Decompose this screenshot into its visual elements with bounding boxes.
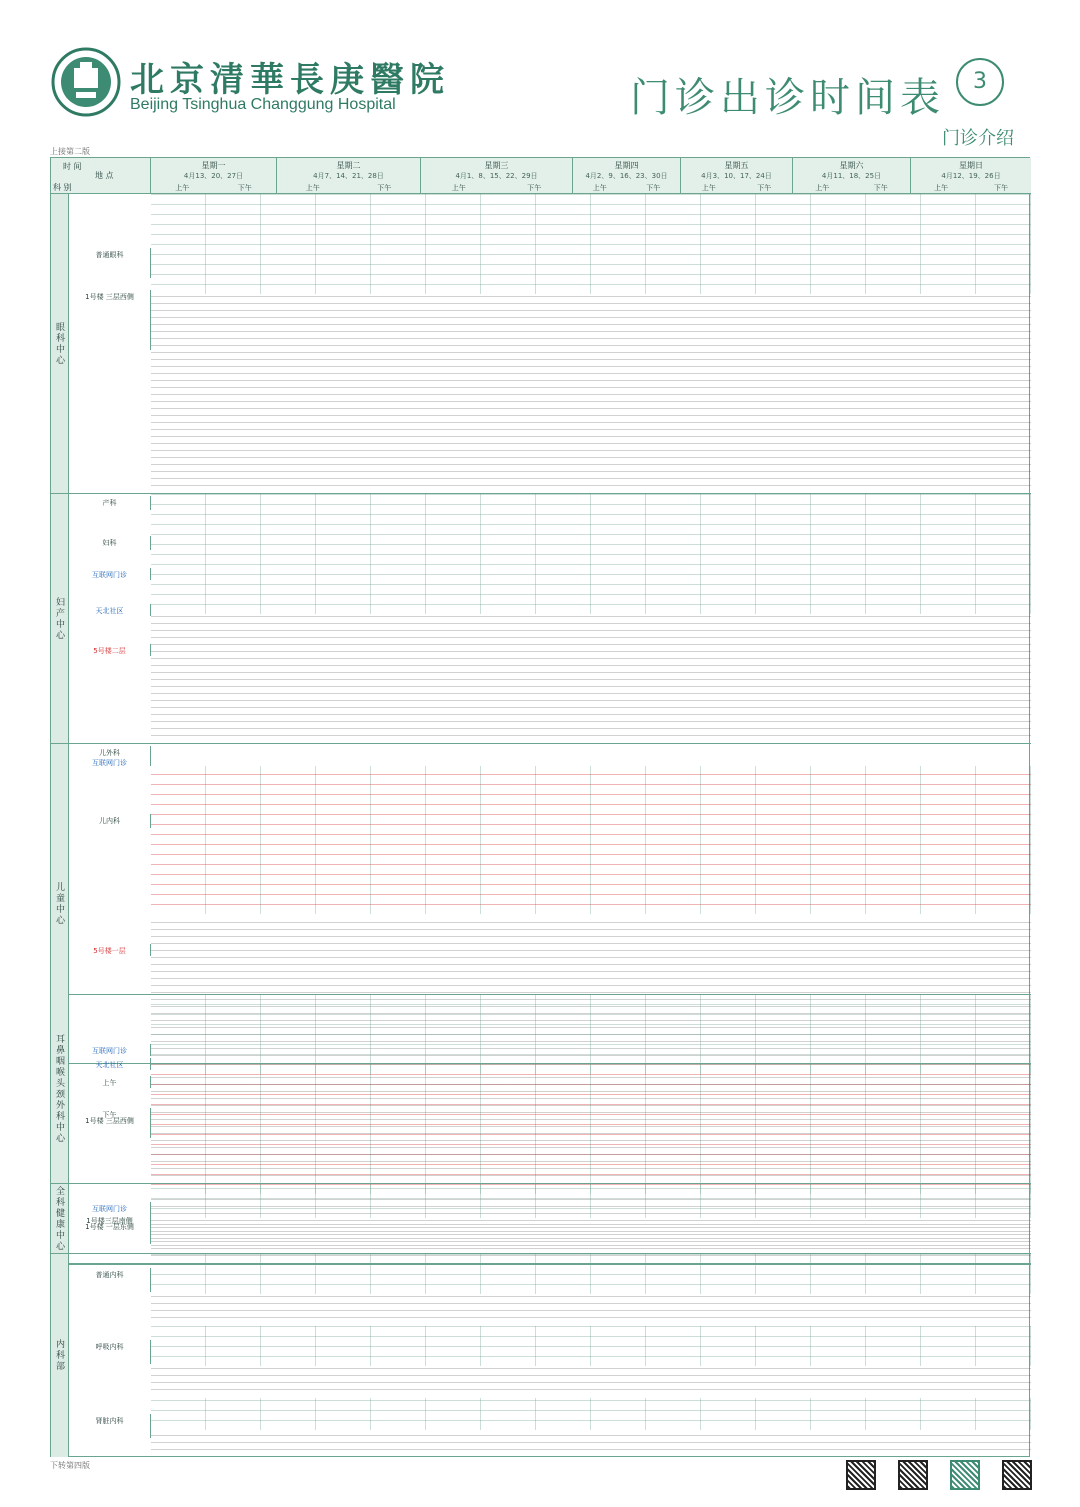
dept-name: 妇产中心 [51, 494, 69, 743]
am-label: 上午 [175, 184, 190, 192]
day-header-monday [151, 158, 277, 194]
pm-label: 下午 [646, 184, 661, 192]
day-header-friday [681, 158, 793, 194]
sub-morning: 上午 [69, 1076, 151, 1088]
sub-location: 1号楼三层南侧 [69, 1214, 151, 1226]
section-subtitle: 门诊介绍 [942, 128, 1014, 149]
sub-internet-clinic: 互联网门诊 [69, 1202, 151, 1214]
pm-label: 下午 [757, 184, 772, 192]
dept-general-health [51, 1184, 1031, 1254]
department-label: 科 别 [53, 183, 72, 192]
doctor-notes [151, 1220, 1031, 1252]
pm-label: 下午 [377, 184, 392, 192]
day-header-tuesday [277, 158, 421, 194]
day-dates: 4月3、10、17、24日 [701, 172, 772, 180]
schedule-grid-respiratory [151, 1326, 1031, 1366]
dept-name: 耳鼻咽喉头颈外科中心 [51, 994, 69, 1183]
day-dates: 4月11、18、25日 [821, 172, 882, 180]
am-label: 上午 [305, 184, 320, 192]
day-header-thursday [573, 158, 681, 194]
am-label: 上午 [451, 184, 466, 192]
doctor-notes-general [151, 1296, 1031, 1324]
sub-respiratory: 呼吸内科 [69, 1340, 151, 1364]
pm-label: 下午 [873, 184, 888, 192]
day-name: 星期四 [614, 161, 639, 170]
pm-label: 下午 [237, 184, 252, 192]
sub-nephrology: 肾脏内科 [69, 1414, 151, 1438]
am-label: 上午 [934, 184, 948, 192]
sub-obstetrics: 产科 [69, 496, 151, 510]
schedule-grid-nephrology [151, 1398, 1031, 1430]
day-header-saturday [793, 158, 911, 194]
sub-afternoon: 下午 [69, 1108, 151, 1120]
day-name: 星期一 [201, 161, 226, 170]
sub-location: 5号楼二层 [69, 644, 151, 656]
schedule-grid [151, 766, 1031, 914]
dept-name: 眼科中心 [51, 194, 69, 493]
qr-code-icon [846, 1460, 876, 1490]
continued-from-note: 上接第二版 [50, 147, 90, 156]
schedule-grid [151, 994, 1031, 1074]
doctor-notes [151, 616, 1031, 742]
dept-name: 儿童中心 [51, 744, 69, 1063]
sub-general-eye: 普通眼科 [69, 248, 151, 278]
header-corner-cell [51, 158, 151, 194]
schedule-grid [151, 1184, 1031, 1218]
day-name: 星期日 [959, 161, 983, 170]
dept-obstetrics-gynecology [51, 494, 1031, 744]
sub-pediatric-internal: 儿内科 [69, 814, 151, 828]
schedule-grid [151, 194, 1031, 294]
am-label: 上午 [701, 184, 716, 192]
time-label: 时 间 [63, 162, 82, 171]
sub-general-internal: 普通内科 [69, 1268, 151, 1292]
doctor-notes-respiratory [151, 1368, 1031, 1396]
am-label: 上午 [592, 184, 607, 192]
sub-location: 1号楼 一层东侧 [69, 1220, 151, 1244]
place-label: 地 点 [95, 171, 114, 180]
schedule-table [50, 157, 1030, 1457]
sub-gynecology: 妇科 [69, 536, 151, 550]
day-name: 星期三 [484, 161, 509, 170]
qr-code-icon [1002, 1460, 1032, 1490]
day-dates: 4月12、19、26日 [941, 172, 1001, 180]
doctor-notes [151, 1076, 1031, 1182]
doctor-notes-nephrology [151, 1432, 1031, 1456]
page-header [0, 0, 1080, 150]
sub-tianbei-community: 天北社区 [69, 1058, 151, 1070]
dept-internal-medicine [51, 1254, 1031, 1457]
sub-tianbei-community: 天北社区 [69, 604, 151, 616]
pm-label: 下午 [527, 184, 542, 192]
page-title: 门诊出诊时间表 [630, 75, 945, 121]
pm-label: 下午 [994, 184, 1008, 192]
hospital-name-cn: 北京清華長庚醫院 [130, 60, 450, 100]
sub-location: 1号楼 三层西侧 [69, 1114, 151, 1138]
day-header-sunday [911, 158, 1031, 194]
day-dates: 4月2、9、16、23、30日 [585, 172, 668, 180]
day-name: 星期五 [724, 161, 749, 170]
sub-internet-clinic: 互联网门诊 [69, 756, 151, 766]
qr-code-icon [898, 1460, 928, 1490]
day-name: 星期六 [839, 161, 864, 170]
day-name: 星期二 [336, 161, 361, 170]
schedule-grid [151, 494, 1031, 614]
day-header-wednesday [421, 158, 573, 194]
day-dates: 4月1、8、15、22、29日 [455, 172, 538, 180]
qr-code-row [846, 1460, 1036, 1504]
am-label: 上午 [815, 184, 830, 192]
doctor-notes [151, 294, 1031, 492]
schedule-grid-general [151, 1254, 1031, 1294]
table-header-row [51, 158, 1031, 194]
dept-ent [51, 994, 1031, 1184]
hospital-name-en: Beijing Tsinghua Changgung Hospital [130, 96, 396, 113]
dept-name: 全科健康中心 [51, 1184, 69, 1253]
dept-name: 内科部 [51, 1254, 69, 1457]
qr-code-icon [950, 1460, 980, 1490]
sub-location: 1号楼 三层西侧 [69, 290, 151, 350]
sub-pediatric-surgery: 儿外科 [69, 746, 151, 756]
day-dates: 4月13、20、27日 [183, 172, 244, 180]
dept-ophthalmology [51, 194, 1031, 494]
hospital-logo-icon [50, 46, 122, 118]
sub-internet-clinic: 互联网门诊 [69, 568, 151, 580]
continued-to-note: 下转第四版 [50, 1461, 90, 1470]
day-dates: 4月7、14、21、28日 [313, 172, 384, 180]
sub-internet-clinic: 互联网门诊 [69, 1044, 151, 1056]
sub-location: 5号楼一层 [69, 944, 151, 956]
page-number-badge: 3 [956, 58, 1004, 106]
